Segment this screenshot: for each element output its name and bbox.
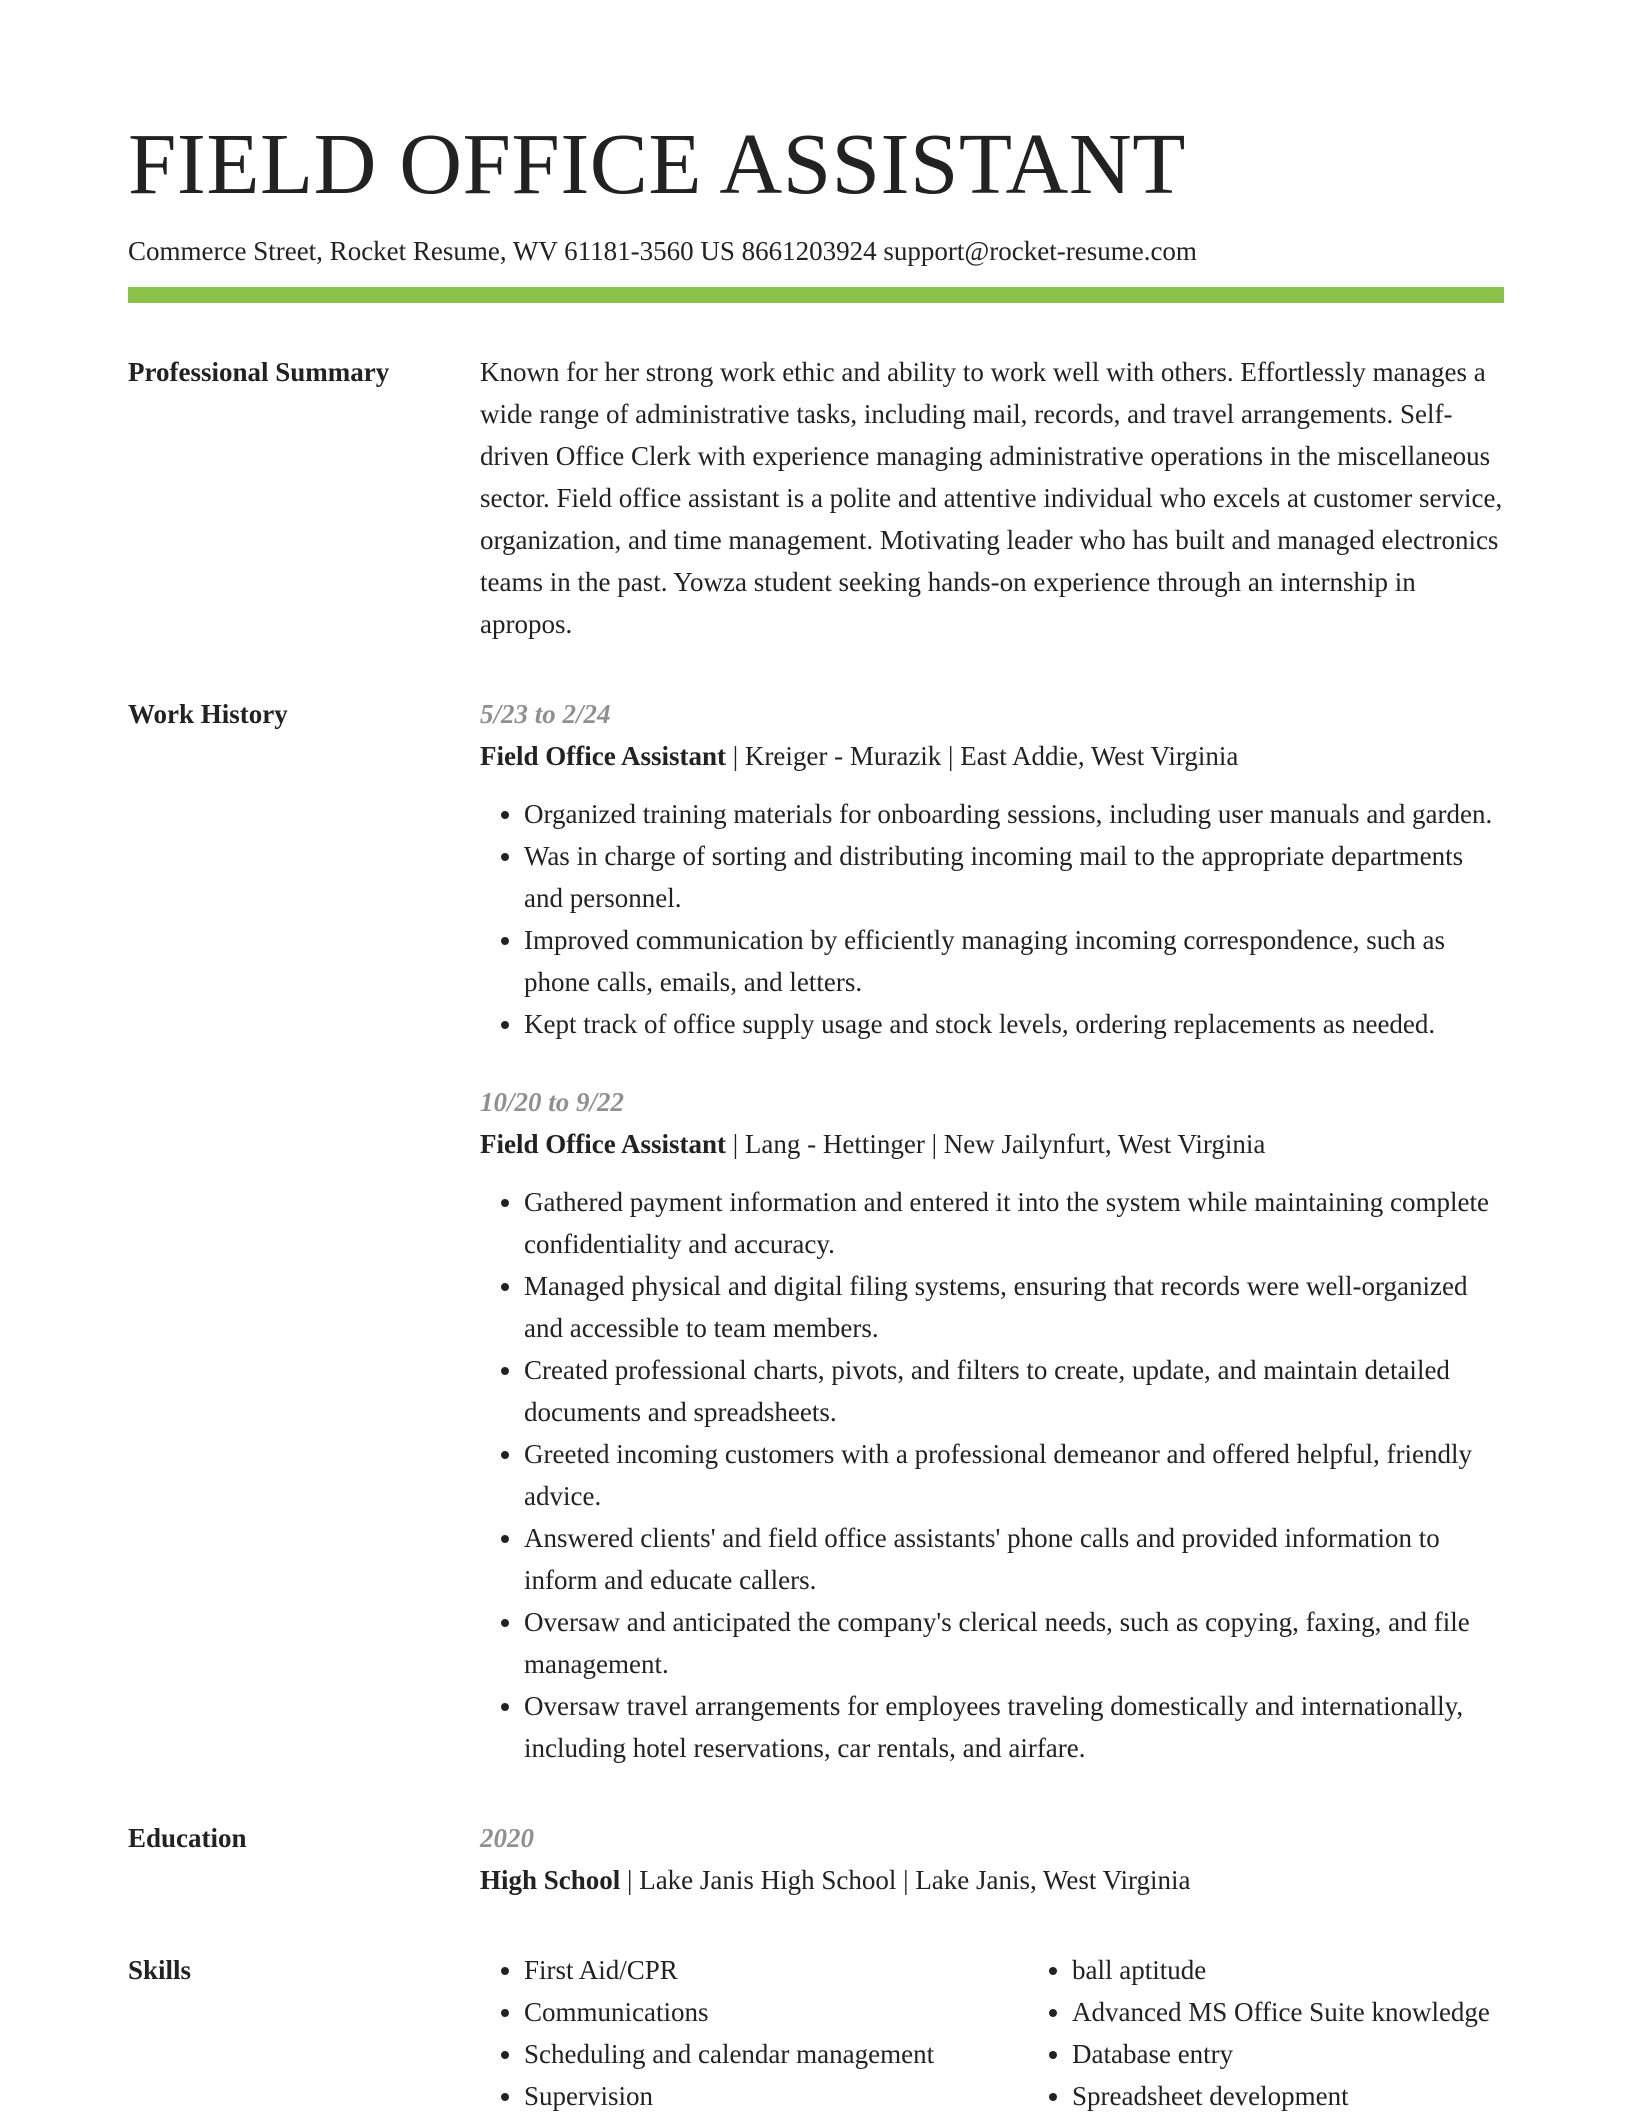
contact-info: Commerce Street, Rocket Resume, WV 61181-3560 US 8661203924 support@rocket-resume.com bbox=[128, 236, 1197, 266]
summary-section bbox=[128, 351, 1504, 645]
list-item: • Improved communication by efficiently managing incoming correspondence, such as phone calls, emails, and letters. bbox=[524, 919, 1504, 1003]
list-item: • Spreadsheet development bbox=[1072, 2075, 1504, 2117]
list-item: • Database entry bbox=[1072, 2033, 1504, 2075]
list-item: • Kept track of office supply usage and stock levels, ordering replacements as needed. bbox=[524, 1003, 1504, 1045]
skills-section bbox=[128, 1949, 1504, 2117]
job-dates: 10/20 to 9/22 bbox=[480, 1087, 625, 1118]
job-bullets bbox=[480, 793, 1504, 1045]
list-item: • Created professional charts, pivots, and filters to create, update, and maintain detailed documents and spreadsheets. bbox=[524, 1349, 1504, 1433]
list-item: • Greeted incoming customers with a professional demeanor and offered helpful, friendly advice. bbox=[524, 1433, 1504, 1517]
section-label-work-history: Work History bbox=[128, 699, 288, 730]
job-entry bbox=[480, 693, 1504, 1045]
list-item: • Scheduling and calendar management bbox=[524, 2033, 1028, 2075]
job-dates: 5/23 to 2/24 bbox=[480, 699, 611, 730]
work-history-section bbox=[128, 693, 1504, 1769]
skills-list-left bbox=[480, 1949, 1028, 2117]
list-item: • Gathered payment information and entered it into the system while maintaining complete confidentiality and accuracy. bbox=[524, 1181, 1504, 1265]
list-item: • Organized training materials for onboarding sessions, including user manuals and garden. bbox=[524, 793, 1504, 835]
job-bullets bbox=[480, 1181, 1504, 1769]
section-label-summary: Professional Summary bbox=[128, 357, 390, 388]
summary-text: Known for her strong work ethic and ability to work well with others. Effortlessly manages a wide range of administrative tasks, including mail, records, and travel arrangements. Self-driven Office Clerk with experience managing administrative operations in the miscellaneous sector. Field office assistant is a polite and attentive individual who excels at customer service, organization, and time management. Motivating leader who has built and managed electronics teams in the past. Yowza student seeking hands-on experience through an internship in apropos. bbox=[480, 357, 1503, 640]
education-line bbox=[480, 1859, 1504, 1901]
job-title: Field Office Assistant bbox=[480, 1129, 726, 1160]
list-item: • Oversaw travel arrangements for employees traveling domestically and internationally, including hotel reservations, car rentals, and airfare. bbox=[524, 1685, 1504, 1769]
list-item: • Answered clients' and field office assistants' phone calls and provided information to inform and educate callers. bbox=[524, 1517, 1504, 1601]
job-details: | Kreiger - Murazik | East Addie, West Virginia bbox=[725, 741, 1239, 772]
list-item: • Managed physical and digital filing systems, ensuring that records were well-organized and accessible to team members. bbox=[524, 1265, 1504, 1349]
education-details: | Lake Janis High School | Lake Janis, West Virginia bbox=[620, 1865, 1191, 1896]
list-item: • ball aptitude bbox=[1072, 1949, 1504, 1991]
page-title: FIELD OFFICE ASSISTANT bbox=[128, 115, 1186, 212]
list-item: • Oversaw and anticipated the company's clerical needs, such as copying, faxing, and file management. bbox=[524, 1601, 1504, 1685]
job-role-line bbox=[480, 1123, 1504, 1165]
list-item: • Was in charge of sorting and distributing incoming mail to the appropriate departments and personnel. bbox=[524, 835, 1504, 919]
job-entry bbox=[480, 1081, 1504, 1769]
job-details: | Lang - Hettinger | New Jailynfurt, West Virginia bbox=[725, 1129, 1266, 1160]
skills-body bbox=[480, 1949, 1504, 2117]
education-degree: High School bbox=[480, 1865, 621, 1896]
work-history-body bbox=[480, 693, 1504, 1769]
job-title: Field Office Assistant bbox=[480, 741, 726, 772]
header-divider bbox=[128, 287, 1504, 303]
job-role-line bbox=[480, 735, 1504, 777]
list-item: • First Aid/CPR bbox=[524, 1949, 1028, 1991]
section-label-education: Education bbox=[128, 1823, 247, 1854]
skills-list-right bbox=[1028, 1949, 1504, 2117]
list-item: • Supervision bbox=[524, 2075, 1028, 2117]
education-body bbox=[480, 1817, 1504, 1901]
section-label-skills: Skills bbox=[128, 1955, 192, 1986]
education-section bbox=[128, 1817, 1504, 1901]
education-year: 2020 bbox=[480, 1823, 534, 1854]
list-item: • Advanced MS Office Suite knowledge bbox=[1072, 1991, 1504, 2033]
list-item: • Communications bbox=[524, 1991, 1028, 2033]
